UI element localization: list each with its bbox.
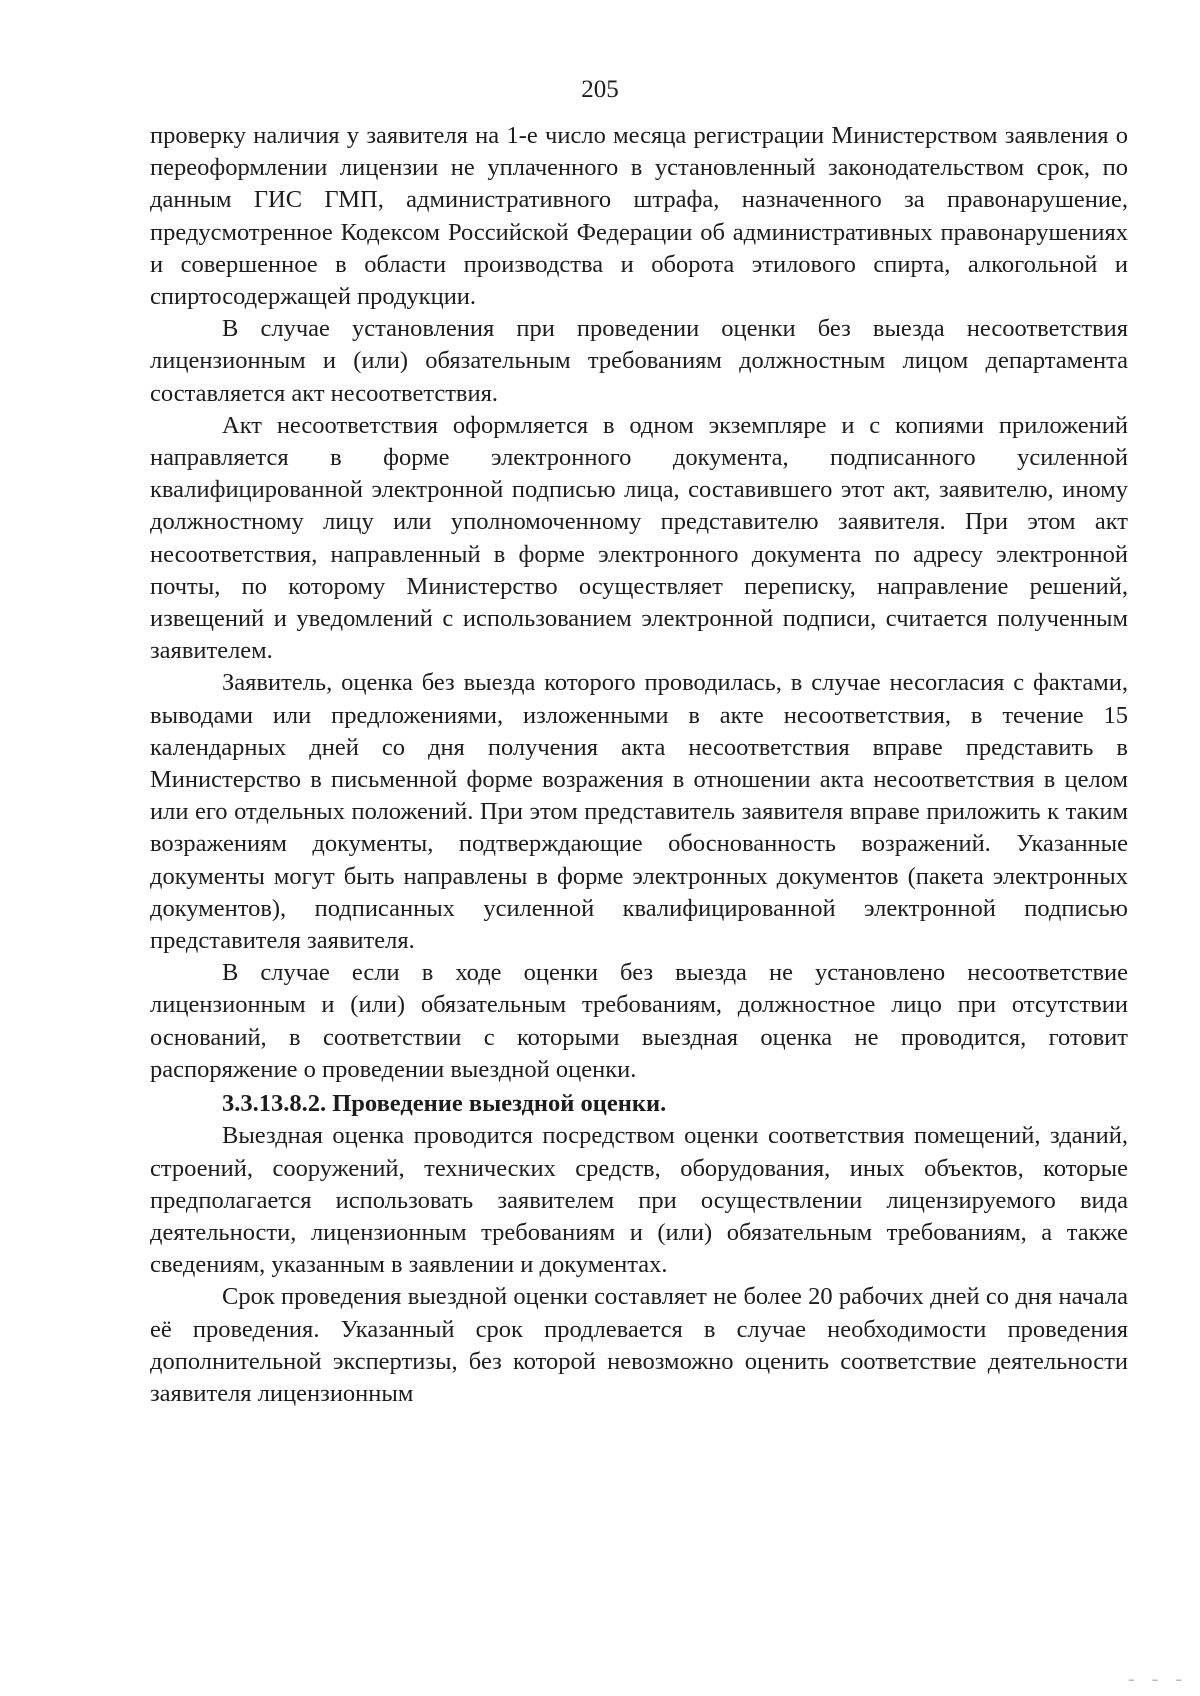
scan-margin-marks: - - -: [1128, 1668, 1188, 1690]
document-body: [150, 120, 1128, 1410]
paragraph-continuation: проверку наличия у заявителя на 1-е число месяца регистрации Министерством заявления о переоформлении лицензии не уплаченного в установленный законодательством срок, по данным ГИС ГМП, административного штрафа, назначенного за правонарушение, предусмотренное Кодексом Российской Федерации об административных правонарушениях и совершенное в области производства и оборота этилового спирта, алкогольной и спиртосодержащей продукции.: [150, 122, 1128, 311]
paragraph-applicant-objections: Заявитель, оценка без выезда которого проводилась, в случае несогласия с фактами, выводами или предложениями, изложенными в акте несоответствия, в течение 15 календарных дней со дня получения акта несоответствия вправе представить в Министерство в письменной форме возражения в отношении акта несоответствия в целом или его отдельных положений. При этом представитель заявителя вправе приложить к таким возражениям документы, подтверждающие обоснованность возражений. Указанные документы могут быть направлены в форме электронных документов (пакета электронных документов), подписанных усиленной квалифицированной электронной подписью представителя заявителя.: [150, 669, 1128, 955]
paragraph-nonconformity-established: В случае установления при проведении оценки без выезда несоответствия лицензионным и (или) обязательным требованиям должностным лицом департамента составляется акт несоответствия.: [150, 315, 1128, 407]
section-heading: 3.3.13.8.2. Проведение выездной оценки.: [222, 1090, 667, 1118]
paragraph-onsite-assessment: Выездная оценка проводится посредством оценки соответствия помещений, зданий, строений, сооружений, технических средств, оборудования, иных объектов, которые предполагается использовать заявителем при осуществлении лицензируемого вида деятельности, лицензионным требованиям и (или) обязательным требованиям, а также сведениям, указанным в заявлении и документах.: [150, 1122, 1128, 1279]
paragraph-assessment-term: Срок проведения выездной оценки составляет не более 20 рабочих дней со дня начала её проведения. Указанный срок продлевается в случае необходимости проведения дополнительной экспертизы, без которой невозможно оценить соответствие деятельности заявителя лицензионным: [150, 1283, 1128, 1407]
paragraph-nonconformity-act: Акт несоответствия оформляется в одном экземпляре и с копиями приложений направляется в форме электронного документа, подписанного усиленной квалифицированной электронной подписью лица, составившего этот акт, заявителю, иному должностному лицу или уполномоченному представителю заявителя. При этом акт несоответствия, направленный в форме электронного документа по адресу электронной почты, по которому Министерство осуществляет переписку, направление решений, извещений и уведомлений с использованием электронной подписи, считается полученным заявителем.: [150, 411, 1128, 665]
page-number: 205: [581, 76, 619, 103]
paragraph-no-nonconformity: В случае если в ходе оценки без выезда не установлено несоответствие лицензионным и (или) обязательным требованиям, должностное лицо при отсутствии оснований, в соответствии с которыми выездная оценка не проводится, готовит распоряжение о проведении выездной оценки.: [150, 959, 1128, 1083]
